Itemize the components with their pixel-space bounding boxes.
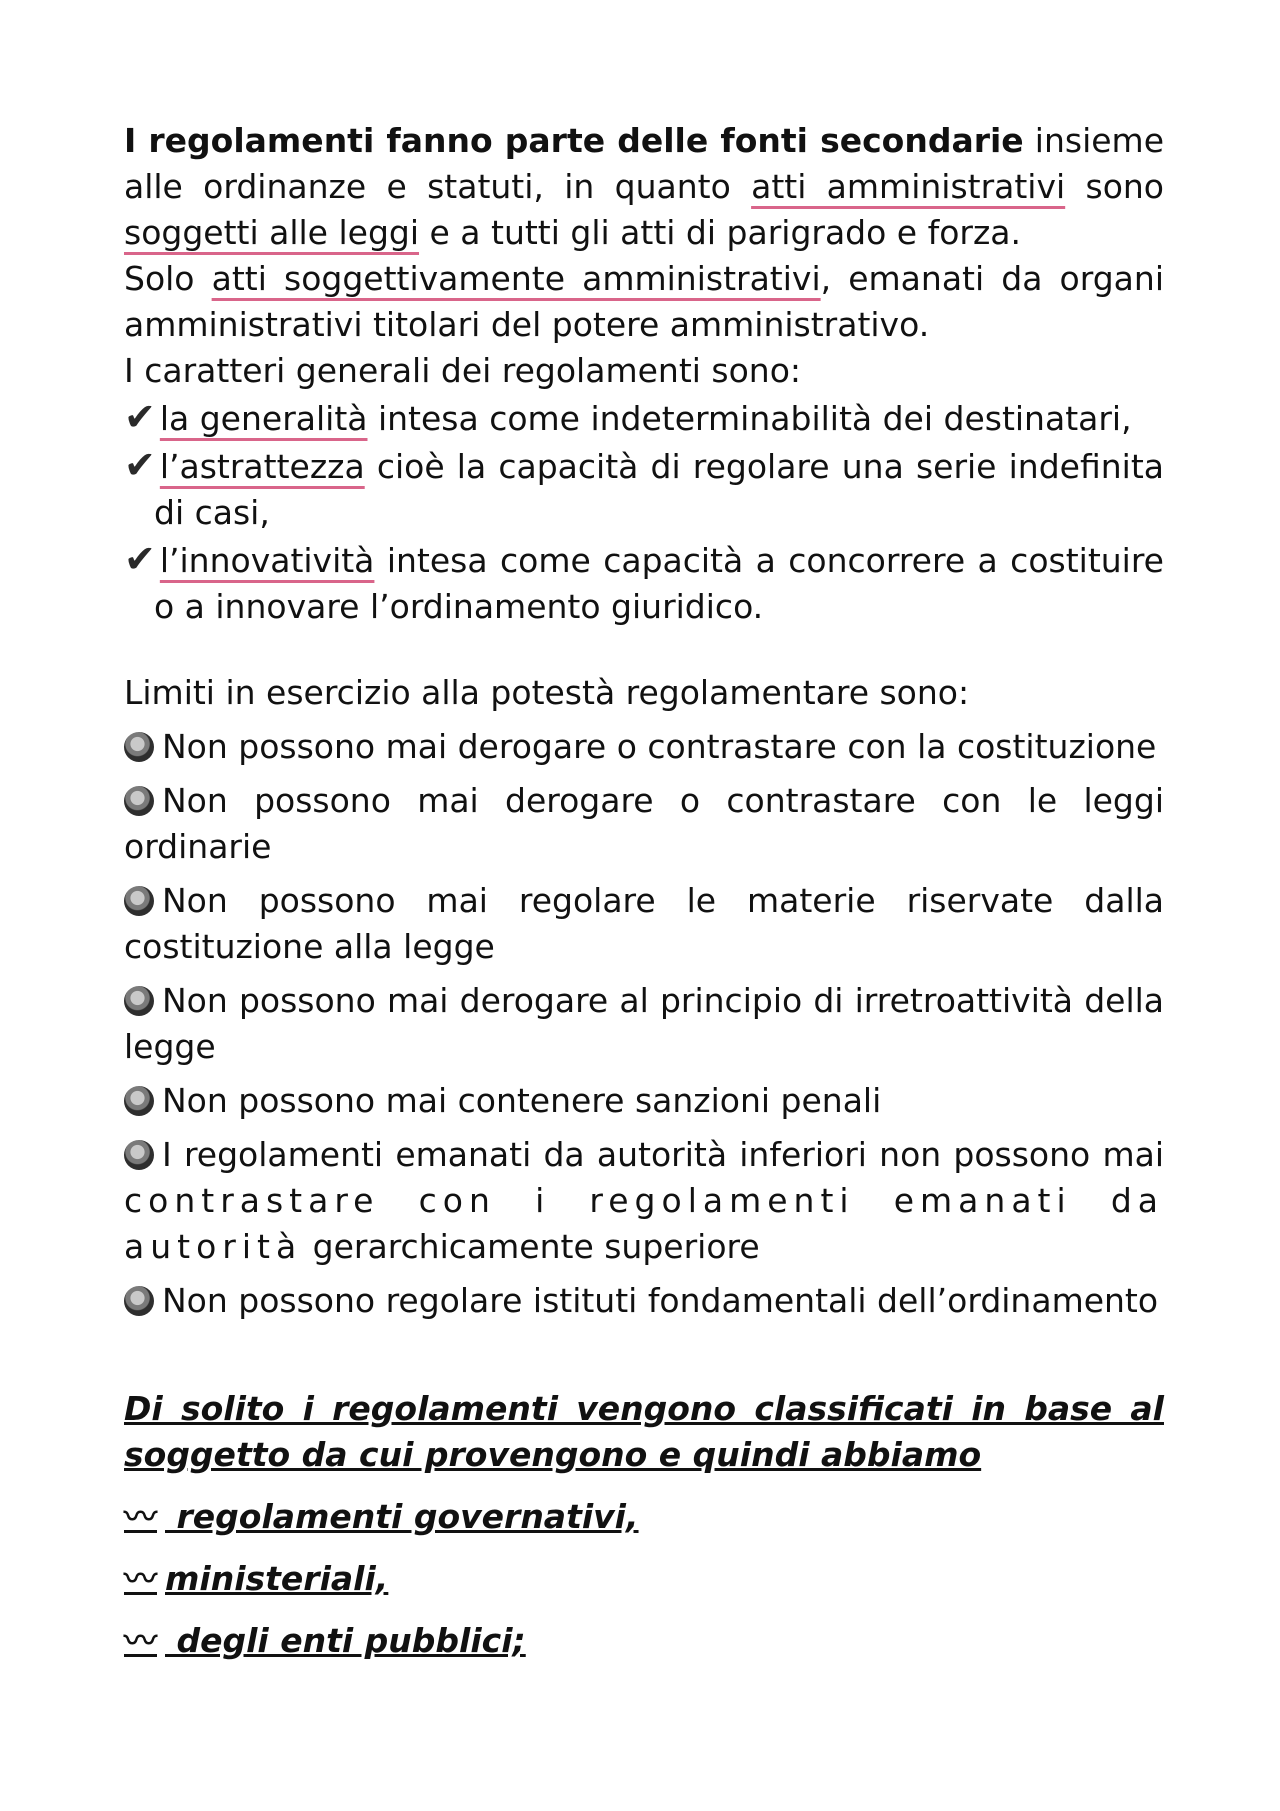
text-span: , emanati da organi amministrativi titolari del potere amministrativo. [124, 259, 1164, 344]
wavy-dash-icon: 〰 [124, 1497, 157, 1536]
text-span: e a tutti gli atti di parigrado e forza. [419, 213, 1022, 252]
limit-item [124, 1278, 1164, 1324]
classificazione-text: regolamenti governativi, [165, 1497, 639, 1536]
check-item-innovativita [124, 536, 1164, 630]
classificazione-item [124, 1494, 1164, 1540]
text-span: intesa come indeterminabilità dei destinatari, [367, 399, 1132, 438]
highlight-atti-soggettivamente: atti soggettivamente amministrativi [211, 259, 821, 298]
limit-item [124, 978, 1164, 1070]
highlight-atti-amministrativi: atti amministrativi [751, 167, 1066, 206]
spacer [124, 630, 1164, 670]
highlight-astrattezza: l’astrattezza [159, 447, 365, 486]
limiti-intro: Limiti in esercizio alla potestà regolamentare sono: [124, 673, 970, 712]
checkmark-icon: ✔ [124, 395, 156, 439]
limit-text: Non possono mai derogare o contrastare con le leggi ordinarie [124, 781, 1164, 866]
wavy-dash-icon: 〰 [124, 1559, 157, 1598]
text-span: cioè la capacità di regolare una serie indefinita di casi, [154, 447, 1164, 532]
checkmark-icon: ✔ [124, 537, 156, 581]
wavy-dash-icon: 〰 [124, 1621, 157, 1660]
limit-item [124, 778, 1164, 870]
bullet-dot-icon [124, 786, 154, 816]
classificazione-item [124, 1618, 1164, 1664]
classificazione-item [124, 1556, 1164, 1602]
checkmark-icon: ✔ [124, 443, 156, 487]
classificazione-text: ministeriali, [165, 1559, 389, 1598]
intro-paragraph [124, 118, 1164, 256]
solo-paragraph [124, 256, 1164, 348]
limit-item [124, 1132, 1164, 1270]
limit-item [124, 878, 1164, 970]
text-span: insieme alle ordinanze e statuti, in quanto [124, 121, 1165, 206]
caratteri-intro: I caratteri generali dei regolamenti sono: [124, 351, 802, 390]
bullet-dot-icon [124, 986, 154, 1016]
limit-text: Non possono regolare istituti fondamentali dell’ordinamento [162, 1281, 1159, 1320]
limit-item [124, 724, 1164, 770]
limit-text: gerarchicamente superiore [302, 1227, 760, 1266]
limit-item [124, 1078, 1164, 1124]
classificazione-text: degli enti pubblici; [165, 1621, 526, 1660]
highlight-innovativita: l’innovatività [159, 541, 375, 580]
check-item-generalita [124, 394, 1164, 442]
text-span: sono [1065, 167, 1164, 206]
section-title: I regolamenti fanno parte delle fonti secondarie [124, 121, 1024, 160]
limit-text: I regolamenti emanati da autorità inferiori non possono mai [162, 1135, 1164, 1174]
limit-text: Non possono mai contenere sanzioni penali [162, 1081, 882, 1120]
check-item-astrattezza [124, 442, 1164, 536]
bullet-dot-icon [124, 1086, 154, 1116]
limit-text: Non possono mai regolare le materie riservate dalla costituzione alla legge [124, 881, 1164, 966]
classificazione-heading: Di solito i regolamenti vengono classificati in base al soggetto da cui provengono e quindi abbiamo [124, 1389, 1164, 1474]
text-span: Solo [124, 259, 212, 298]
limit-text: Non possono mai derogare al principio di irretroattività della legge [124, 981, 1164, 1066]
bullet-dot-icon [124, 1140, 154, 1170]
limit-text: Non possono mai derogare o contrastare con la costituzione [162, 727, 1157, 766]
document-page [124, 118, 1164, 1664]
highlight-generalita: la generalità [159, 399, 368, 438]
bullet-dot-icon [124, 732, 154, 762]
text-span: intesa come capacità a concorrere a costituire o a innovare l’ordinamento giuridico. [154, 541, 1164, 626]
limit-text-spaced: contrastare con i regolamenti emanati da autorità [124, 1181, 1164, 1266]
highlight-soggetti-alle-leggi: soggetti alle leggi [124, 213, 420, 252]
bullet-dot-icon [124, 1286, 154, 1316]
bullet-dot-icon [124, 886, 154, 916]
